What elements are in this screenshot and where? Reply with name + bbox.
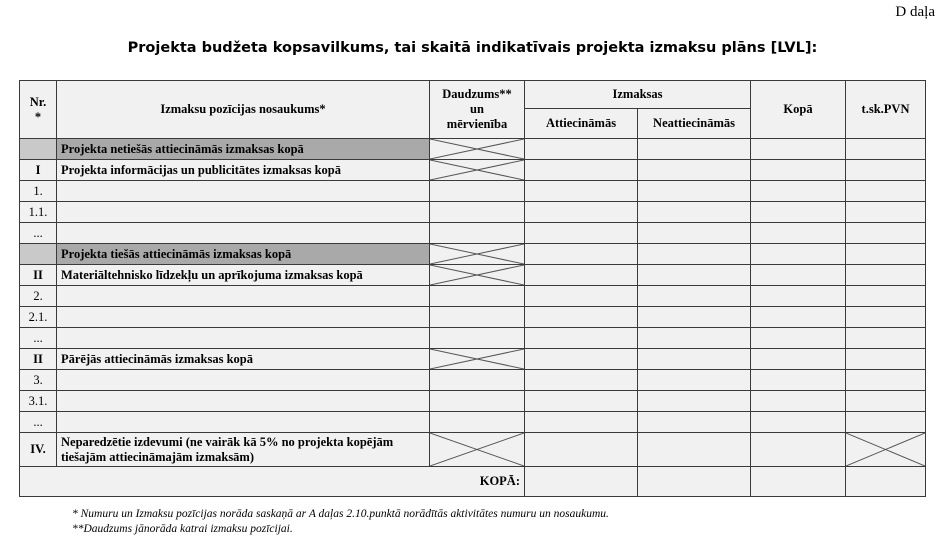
quantity-cell[interactable] bbox=[430, 391, 525, 412]
quantity-cell[interactable] bbox=[430, 370, 525, 391]
eligible-cell[interactable] bbox=[525, 244, 638, 265]
crossed-cell bbox=[430, 160, 525, 181]
eligible-cell[interactable] bbox=[525, 349, 638, 370]
ineligible-cell[interactable] bbox=[638, 328, 751, 349]
quantity-cell[interactable] bbox=[430, 286, 525, 307]
table-row bbox=[20, 160, 926, 181]
table-row bbox=[20, 223, 926, 244]
eligible-cell[interactable] bbox=[525, 391, 638, 412]
crossed-cell bbox=[430, 139, 525, 160]
eligible-cell[interactable] bbox=[525, 223, 638, 244]
footnote-2: **Daudzums jānorāda katrai izmaksu pozīcijai. bbox=[72, 523, 293, 535]
ineligible-cell[interactable] bbox=[638, 202, 751, 223]
header-eligible: Attiecināmās bbox=[525, 109, 638, 139]
row-nr: 2. bbox=[20, 286, 57, 307]
row-name[interactable] bbox=[57, 328, 430, 349]
quantity-cell[interactable] bbox=[430, 412, 525, 433]
table-row bbox=[20, 265, 926, 286]
row-nr: I bbox=[20, 160, 57, 181]
table-row bbox=[20, 328, 926, 349]
vat-cell[interactable] bbox=[846, 412, 926, 433]
ineligible-cell[interactable] bbox=[638, 349, 751, 370]
header-ineligible: Neattiecināmās bbox=[638, 109, 751, 139]
crossed-cell bbox=[430, 433, 525, 467]
vat-cell[interactable] bbox=[846, 160, 926, 181]
row-nr: IV. bbox=[20, 433, 57, 467]
vat-cell[interactable] bbox=[846, 370, 926, 391]
total-cell[interactable] bbox=[751, 433, 846, 467]
total-cell[interactable] bbox=[751, 265, 846, 286]
eligible-cell[interactable] bbox=[525, 370, 638, 391]
row-name[interactable] bbox=[57, 307, 430, 328]
table-row bbox=[20, 307, 926, 328]
row-name: Pārējās attiecināmās izmaksas kopā bbox=[57, 349, 430, 370]
eligible-cell[interactable] bbox=[525, 160, 638, 181]
total-cell[interactable] bbox=[751, 244, 846, 265]
header-costs: Izmaksas bbox=[525, 81, 751, 109]
footnote-1: * Numuru un Izmaksu pozīcijas norāda saskaņā ar A daļas 2.10.punktā norādītās aktivitātes numuru un nosaukumu. bbox=[72, 508, 609, 520]
quantity-cell[interactable] bbox=[430, 307, 525, 328]
total-cell[interactable] bbox=[751, 349, 846, 370]
table-row bbox=[20, 433, 926, 467]
table-row bbox=[20, 349, 926, 370]
header-total: Kopā bbox=[751, 81, 846, 139]
row-name[interactable] bbox=[57, 391, 430, 412]
footnotes bbox=[72, 507, 609, 537]
row-nr bbox=[20, 244, 57, 265]
crossed-cell bbox=[846, 433, 926, 467]
vat-cell[interactable] bbox=[846, 307, 926, 328]
header-vat: t.sk.PVN bbox=[846, 81, 926, 139]
ineligible-cell[interactable] bbox=[638, 223, 751, 244]
ineligible-cell[interactable] bbox=[638, 244, 751, 265]
eligible-cell[interactable] bbox=[525, 286, 638, 307]
row-name: Projekta informācijas un publicitātes izmaksas kopā bbox=[57, 160, 430, 181]
ineligible-cell[interactable] bbox=[638, 265, 751, 286]
ineligible-cell[interactable] bbox=[638, 412, 751, 433]
total-cell[interactable] bbox=[751, 202, 846, 223]
vat-total-cell[interactable] bbox=[846, 467, 926, 497]
total-cell[interactable] bbox=[751, 223, 846, 244]
row-nr: ... bbox=[20, 223, 57, 244]
table-row bbox=[20, 139, 926, 160]
quantity-cell[interactable] bbox=[430, 328, 525, 349]
vat-cell[interactable] bbox=[846, 265, 926, 286]
row-name: Projekta netiešās attiecināmās izmaksas kopā bbox=[57, 139, 430, 160]
eligible-cell[interactable] bbox=[525, 412, 638, 433]
vat-cell[interactable] bbox=[846, 328, 926, 349]
crossed-cell bbox=[430, 244, 525, 265]
header-row-1 bbox=[20, 81, 926, 109]
row-nr: 3. bbox=[20, 370, 57, 391]
total-cell[interactable] bbox=[751, 160, 846, 181]
ineligible-cell[interactable] bbox=[638, 433, 751, 467]
row-nr: II bbox=[20, 349, 57, 370]
row-nr: 2.1. bbox=[20, 307, 57, 328]
row-nr: II bbox=[20, 265, 57, 286]
row-name[interactable] bbox=[57, 181, 430, 202]
eligible-cell[interactable] bbox=[525, 202, 638, 223]
vat-cell[interactable] bbox=[846, 202, 926, 223]
crossed-cell bbox=[430, 265, 525, 286]
eligible-cell[interactable] bbox=[525, 433, 638, 467]
vat-cell[interactable] bbox=[846, 139, 926, 160]
row-name[interactable] bbox=[57, 223, 430, 244]
header-nr: Nr. * bbox=[20, 81, 57, 139]
table-row bbox=[20, 412, 926, 433]
row-nr: 3.1. bbox=[20, 391, 57, 412]
vat-cell[interactable] bbox=[846, 244, 926, 265]
total-cell[interactable] bbox=[751, 286, 846, 307]
vat-cell[interactable] bbox=[846, 223, 926, 244]
row-name[interactable] bbox=[57, 370, 430, 391]
ineligible-cell[interactable] bbox=[638, 391, 751, 412]
row-nr: 1.1. bbox=[20, 202, 57, 223]
row-name[interactable] bbox=[57, 202, 430, 223]
total-cell[interactable] bbox=[751, 307, 846, 328]
table-row bbox=[20, 181, 926, 202]
eligible-cell[interactable] bbox=[525, 139, 638, 160]
eligible-total-cell[interactable] bbox=[525, 467, 638, 497]
total-label: KOPĀ: bbox=[20, 467, 525, 497]
vat-cell[interactable] bbox=[846, 181, 926, 202]
part-label: D daļa bbox=[895, 4, 935, 20]
row-name: Projekta tiešās attiecināmās izmaksas kopā bbox=[57, 244, 430, 265]
crossed-cell bbox=[430, 349, 525, 370]
row-name: Neparedzētie izdevumi (ne vairāk kā 5% no projekta kopējām tiešajām attiecināmajām izmaksām) bbox=[57, 433, 430, 467]
eligible-cell[interactable] bbox=[525, 328, 638, 349]
row-nr: 1. bbox=[20, 181, 57, 202]
row-name: Materiāltehnisko līdzekļu un aprīkojuma izmaksas kopā bbox=[57, 265, 430, 286]
row-nr: ... bbox=[20, 412, 57, 433]
eligible-cell[interactable] bbox=[525, 265, 638, 286]
table-row bbox=[20, 286, 926, 307]
row-nr bbox=[20, 139, 57, 160]
page-title: Projekta budžeta kopsavilkums, tai skaitā indikatīvais projekta izmaksu plāns [LVL]: bbox=[127, 40, 818, 56]
table-row bbox=[20, 391, 926, 412]
row-name[interactable] bbox=[57, 412, 430, 433]
header-quantity: Daudzums** un mērvienība bbox=[430, 81, 525, 139]
total-cell[interactable] bbox=[751, 412, 846, 433]
row-nr: ... bbox=[20, 328, 57, 349]
table-row bbox=[20, 370, 926, 391]
budget-table bbox=[19, 80, 926, 497]
total-cell[interactable] bbox=[751, 370, 846, 391]
vat-cell[interactable] bbox=[846, 286, 926, 307]
table-row bbox=[20, 202, 926, 223]
vat-cell[interactable] bbox=[846, 349, 926, 370]
quantity-cell[interactable] bbox=[430, 202, 525, 223]
ineligible-cell[interactable] bbox=[638, 307, 751, 328]
ineligible-cell[interactable] bbox=[638, 181, 751, 202]
total-cell[interactable] bbox=[751, 139, 846, 160]
total-cell[interactable] bbox=[751, 328, 846, 349]
ineligible-total-cell[interactable] bbox=[638, 467, 751, 497]
total-row bbox=[20, 467, 926, 497]
ineligible-cell[interactable] bbox=[638, 286, 751, 307]
quantity-cell[interactable] bbox=[430, 181, 525, 202]
eligible-cell[interactable] bbox=[525, 307, 638, 328]
row-name[interactable] bbox=[57, 286, 430, 307]
quantity-cell[interactable] bbox=[430, 223, 525, 244]
ineligible-cell[interactable] bbox=[638, 160, 751, 181]
header-name: Izmaksu pozīcijas nosaukums* bbox=[57, 81, 430, 139]
total-cell[interactable] bbox=[751, 391, 846, 412]
ineligible-cell[interactable] bbox=[638, 370, 751, 391]
total-cell[interactable] bbox=[751, 181, 846, 202]
table-row bbox=[20, 244, 926, 265]
eligible-cell[interactable] bbox=[525, 181, 638, 202]
grand-total-cell[interactable] bbox=[751, 467, 846, 497]
vat-cell[interactable] bbox=[846, 391, 926, 412]
ineligible-cell[interactable] bbox=[638, 139, 751, 160]
